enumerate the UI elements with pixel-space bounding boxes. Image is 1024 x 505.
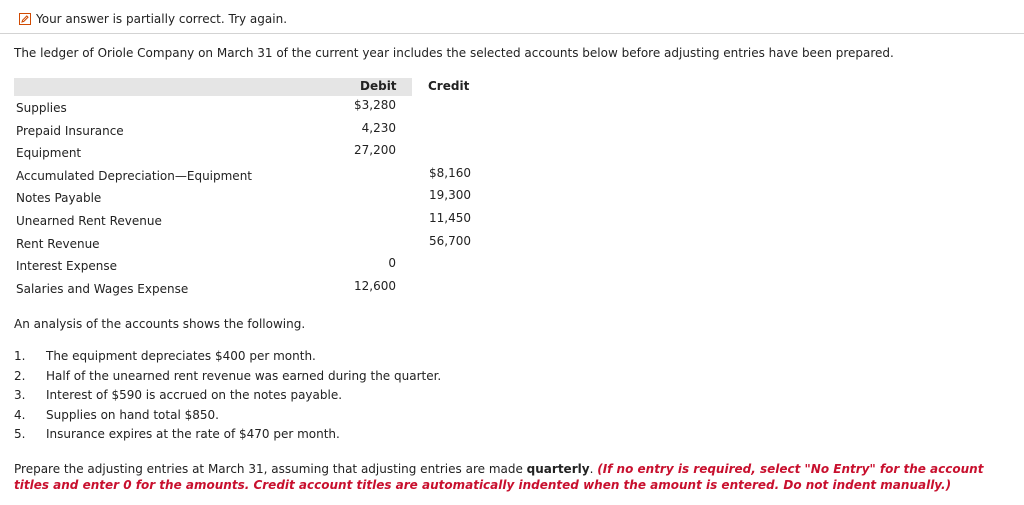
- debit-amount: 0: [388, 256, 396, 271]
- account-name: Equipment: [16, 146, 82, 161]
- list-item: [14, 369, 441, 389]
- ledger-row: [14, 143, 474, 166]
- instructions-hint: (If no entry is required, select "No Entry" for the account titles and enter 0 for the amounts. Credit account titles are automatically indented when the amount is entered. Do not indent manually.): [14, 462, 984, 492]
- debit-amount: 12,600: [354, 278, 396, 293]
- account-name: Salaries and Wages Expense: [16, 281, 189, 296]
- status-bar: [0, 7, 1024, 34]
- item-number: 2.: [14, 368, 26, 383]
- account-name: Unearned Rent Revenue: [16, 213, 162, 228]
- list-item: [14, 427, 441, 447]
- ledger-row: [14, 256, 474, 279]
- ledger-header: [14, 78, 474, 96]
- item-text: Supplies on hand total $850.: [46, 407, 219, 422]
- instructions-text: Prepare the adjusting entries at March 31, assuming that adjusting entries are made: [14, 462, 527, 476]
- list-item: [14, 349, 441, 369]
- instructions-emphasis: quarterly: [526, 462, 590, 476]
- credit-amount: 56,700: [429, 233, 471, 248]
- status-message: [19, 12, 287, 26]
- analysis-list: [14, 349, 441, 447]
- item-text: Insurance expires at the rate of $470 per month.: [46, 427, 340, 442]
- pencil-icon: [19, 13, 31, 25]
- item-text: Half of the unearned rent revenue was earned during the quarter.: [46, 368, 442, 383]
- account-name: Accumulated Depreciation—Equipment: [16, 168, 253, 183]
- debit-amount: 4,230: [361, 120, 396, 135]
- item-number: 3.: [14, 388, 26, 403]
- item-text: The equipment depreciates $400 per month.: [46, 349, 316, 363]
- ledger-row: [14, 188, 474, 211]
- account-name: Notes Payable: [16, 191, 102, 206]
- ledger-row: [14, 121, 474, 144]
- analysis-heading: An analysis of the accounts shows the following.: [14, 317, 306, 331]
- list-item: [14, 388, 441, 408]
- ledger-row: [14, 211, 474, 234]
- credit-amount: 11,450: [429, 210, 471, 225]
- account-name: Supplies: [16, 101, 67, 115]
- item-number: 1.: [14, 349, 26, 363]
- debit-amount: 27,200: [354, 143, 396, 158]
- instructions-period: .: [589, 462, 598, 476]
- debit-header: Debit: [360, 79, 397, 93]
- instructions: [14, 461, 1014, 493]
- intro-text: The ledger of Oriole Company on March 31 of the current year includes the selected accounts below before adjusting entries have been prepared.: [14, 46, 894, 60]
- debit-amount: $3,280: [354, 98, 396, 112]
- list-item: [14, 408, 441, 428]
- item-number: 5.: [14, 427, 26, 442]
- ledger-row: [14, 234, 474, 257]
- credit-amount: 19,300: [429, 188, 471, 203]
- account-name: Prepaid Insurance: [16, 123, 124, 138]
- ledger-row: [14, 279, 474, 302]
- ledger-row: [14, 98, 474, 121]
- item-number: 4.: [14, 407, 26, 422]
- ledger-table: [14, 98, 474, 301]
- account-name: Rent Revenue: [16, 236, 100, 251]
- ledger-row: [14, 166, 474, 189]
- item-text: Interest of $590 is accrued on the notes payable.: [46, 388, 343, 403]
- ledger-header-background: [14, 78, 412, 96]
- credit-amount: $8,160: [429, 165, 471, 180]
- credit-header: Credit: [428, 79, 470, 93]
- status-text: Your answer is partially correct. Try again.: [36, 12, 288, 26]
- account-name: Interest Expense: [16, 259, 117, 274]
